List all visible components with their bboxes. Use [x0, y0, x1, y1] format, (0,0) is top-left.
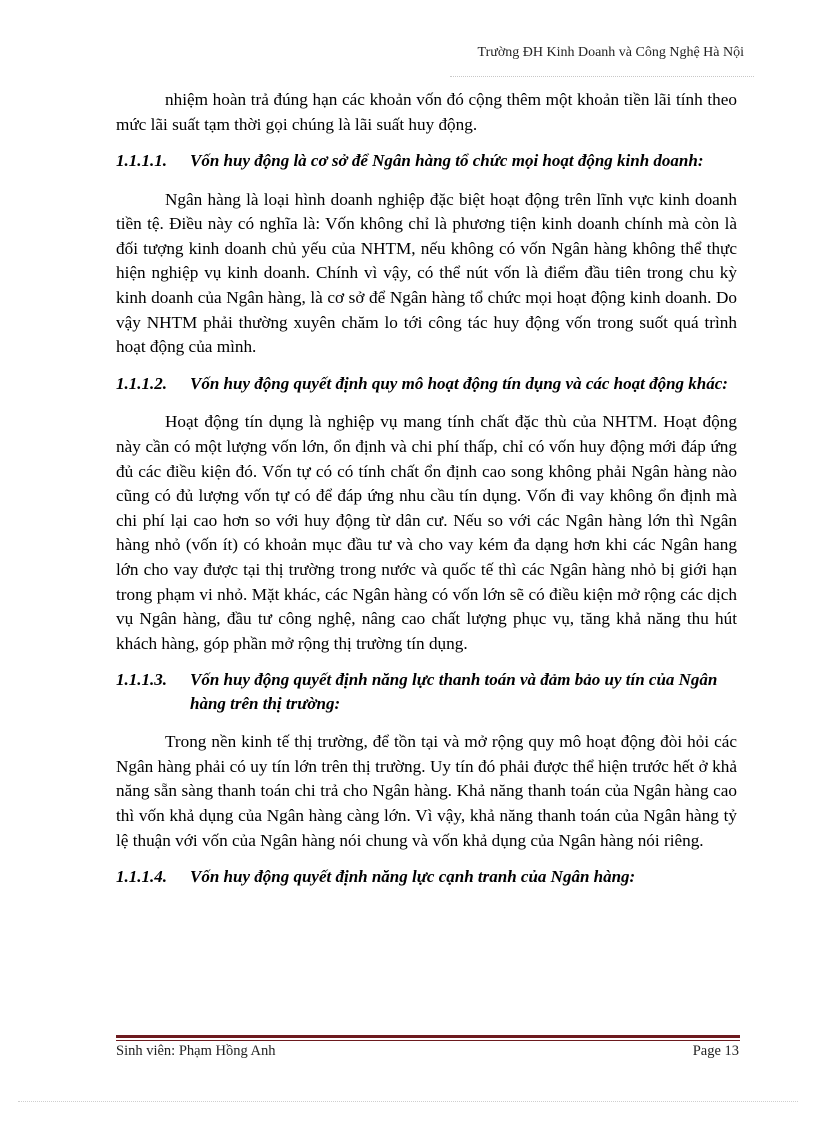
heading-text: Vốn huy động là cơ sở để Ngân hàng tổ chức mọi hoạt động kinh doanh: [190, 151, 704, 171]
page-bottom-border [18, 1101, 798, 1102]
page-header: Trường ĐH Kinh Doanh và Công Nghệ Hà Nội [477, 45, 744, 60]
heading-number: 1.1.1.1. [116, 151, 167, 171]
section-heading-1-1-1-2 [116, 372, 737, 396]
footer-divider-thick [116, 1035, 740, 1038]
paragraph-continued: nhiệm hoàn trả đúng hạn các khoản vốn đó cộng thêm một khoản tiền lãi tính theo mức lãi suất tạm thời gọi chúng là lãi suất huy động. [116, 90, 737, 134]
footer-page-number: Page 13 [692, 1043, 739, 1059]
footer-student-name: Sinh viên: Phạm Hồng Anh [116, 1043, 276, 1059]
page-body [116, 88, 737, 889]
heading-text: Vốn huy động quyết định năng lực thanh toán và đảm bảo uy tín của Ngân hàng trên thị trường: [190, 670, 718, 713]
heading-text: Vốn huy động quyết định năng lực cạnh tranh của Ngân hàng: [190, 867, 636, 887]
section-heading-1-1-1-1 [116, 149, 737, 173]
header-divider [450, 76, 754, 77]
footer-divider-thin [116, 1040, 740, 1041]
section-heading-1-1-1-4 [116, 865, 737, 889]
heading-number: 1.1.1.3. [116, 670, 167, 690]
heading-number: 1.1.1.2. [116, 373, 167, 393]
paragraph: Hoạt động tín dụng là nghiệp vụ mang tính chất đặc thù của NHTM. Hoạt động này cần có một lượng vốn lớn, ổn định và chi phí thấp, chỉ có vốn huy động mới đáp ứng đủ các điều kiện đó. Vốn tự có có tính chất ổn định cao song không phải Ngân hàng nào cũng có đủ lượng vốn tự có để đáp ứng nhu cầu tín dụng. Vốn đi vay không ổn định mà chi phí lại cao hơn so với huy động từ dân cư. Nếu so với các Ngân hàng lớn thì Ngân hàng nhỏ (vốn ít) có khoản mục đầu tư và cho vay kém đa dạng hơn khi các Ngân hang lớn cho vay được tại thị trường trong nước và quốc tế thì các Ngân hàng nhỏ bị giới hạn trong phạm vi nhỏ. Mặt khác, các Ngân hàng có vốn lớn sẽ có điều kiện mở rộng các dịch vụ Ngân hàng, đầu tư công nghệ, nâng cao chất lượng phục vụ, tăng khả năng thu hút khách hàng, góp phần mở rộng thị trường tín dụng. [116, 412, 737, 653]
heading-text: Vốn huy động quyết định quy mô hoạt động tín dụng và các hoạt động khác: [190, 373, 728, 393]
paragraph: Trong nền kinh tế thị trường, để tồn tại và mở rộng quy mô hoạt động đòi hỏi các Ngân hàng phải có uy tín lớn trên thị trường. Uy tín đó phải được thể hiện trước hết ở khả năng sẵn sàng thanh toán chi trả cho Ngân hàng. Khả năng thanh toán của Ngân hàng cao thì vốn khả dụng của Ngân hàng càng lớn. Vì vậy, khả năng thanh toán của Ngân hàng tỷ lệ thuận với vốn của Ngân hàng nói chung và vốn khả dụng của Ngân hàng nói riêng. [116, 732, 737, 850]
section-heading-1-1-1-3 [116, 668, 737, 715]
paragraph: Ngân hàng là loại hình doanh nghiệp đặc biệt hoạt động trên lĩnh vực kinh doanh tiền tệ. Điều này có nghĩa là: Vốn không chỉ là phương tiện kinh doanh chính mà còn là đối tượng kinh doanh chủ yếu của NHTM, nếu không có vốn Ngân hàng không thể thực hiện nghiệp vụ kinh doanh. Chính vì vậy, có thể nút vốn là điểm đầu tiên trong chu kỳ kinh doanh của Ngân hàng, là cơ sở để Ngân hàng tổ chức mọi hoạt động kinh doanh. Do vậy NHTM phải thường xuyên chăm lo tới công tác huy động vốn trong suốt quá trình hoạt động của mình. [116, 189, 737, 357]
heading-number: 1.1.1.4. [116, 867, 167, 887]
